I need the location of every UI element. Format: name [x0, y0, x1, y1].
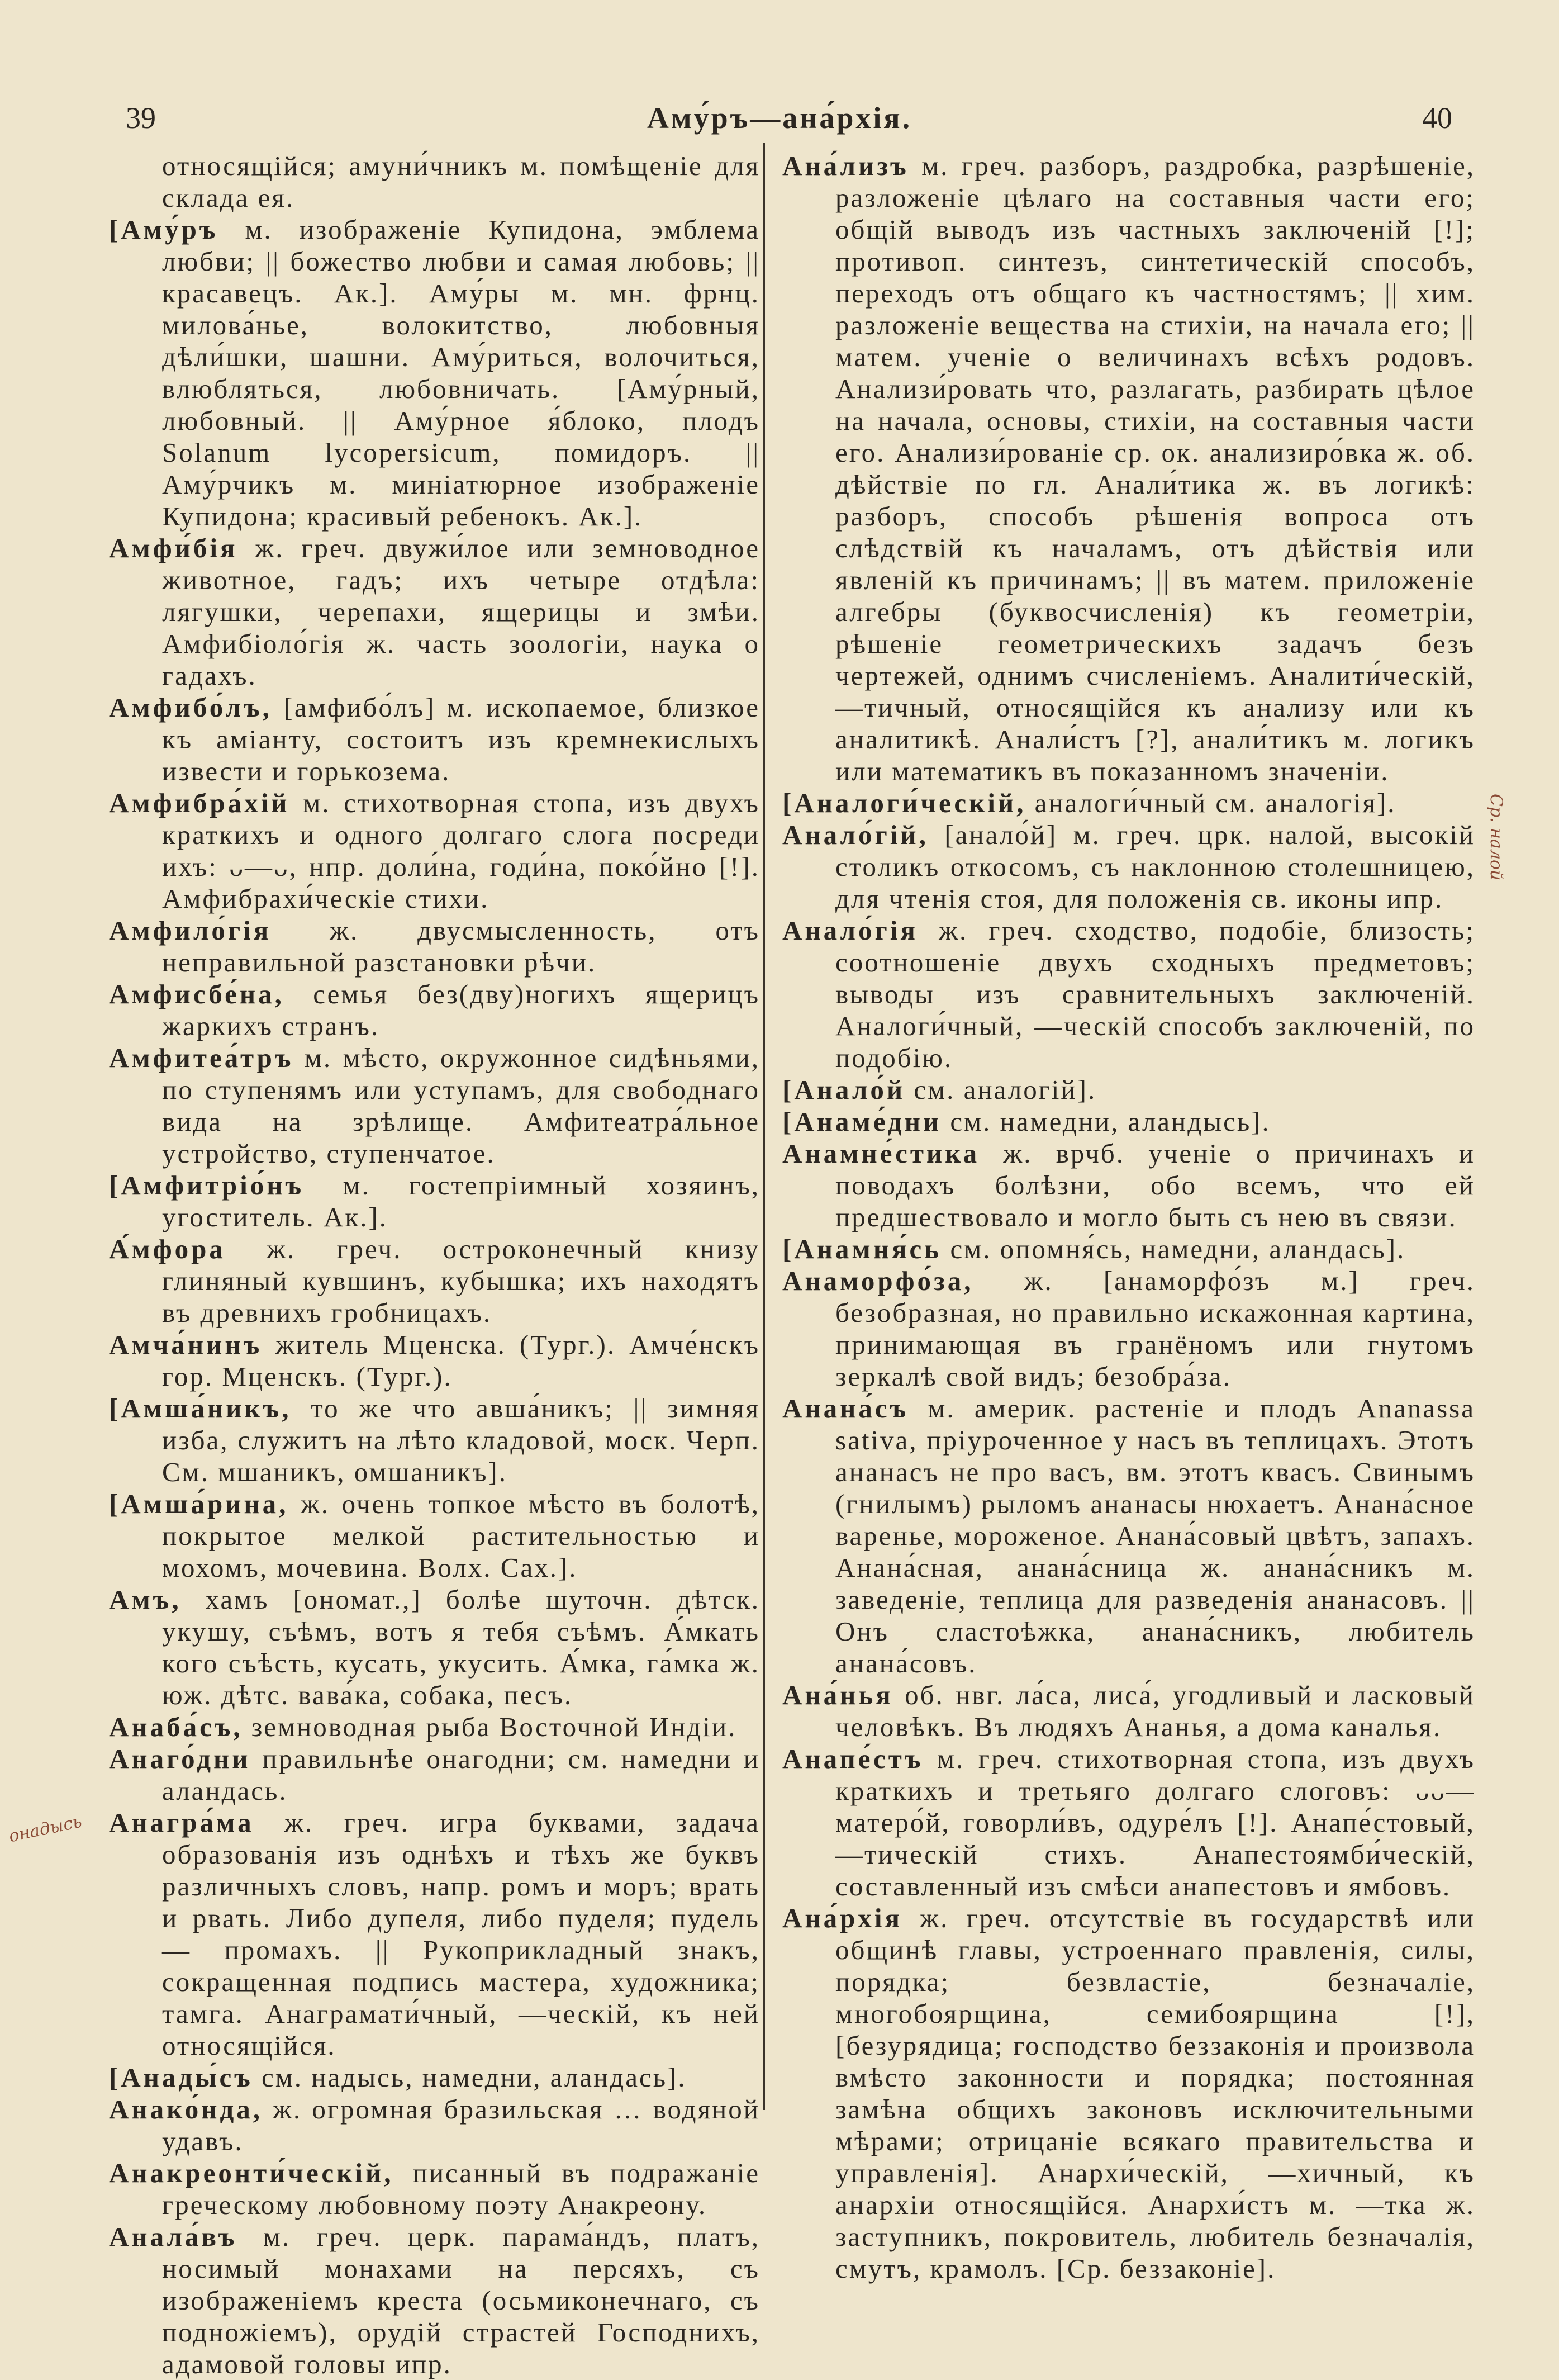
entry-definition: земноводная рыба Восточной Индіи. [243, 1711, 737, 1742]
entry-definition: м. америк. растеніе и плодъ Ananassa sativa, пріуроченное у насъ въ теплицахъ. Этотъ ананасъ не про васъ, вм. этотъ квасъ. Свинымъ (гнилымъ) рыломъ ананасы нюхаетъ. Анана́сное вареньe, мороженое. Анана́совый цвѣтъ, запахъ. Анана́сная, анана́сница ж. анана́сникъ м. заведеніе, теплица для разведенія ананасовъ. || Онъ сластоѣжка, анана́сникъ, любитель анана́совъ. [835, 1393, 1475, 1679]
dictionary-entry [782, 914, 1475, 1074]
dictionary-entry [782, 819, 1475, 914]
entry-headword: Анало́гія [782, 915, 918, 946]
entry-headword: Амъ, [109, 1584, 182, 1615]
dictionary-entry [782, 1074, 1475, 1106]
dictionary-entry [109, 787, 760, 914]
dictionary-entry [109, 1392, 760, 1488]
dictionary-entry [109, 1743, 760, 1807]
entry-definition: ж. врчб. ученіе о причинахъ и поводахъ болѣзни, обо всемъ, что ей предшествовало и могло быть съ нею въ связи. [835, 1138, 1475, 1232]
running-title: Аму́ръ—ана́рхія. [647, 101, 912, 135]
dictionary-entry [109, 914, 760, 978]
entry-headword: Анало́гій, [782, 819, 929, 850]
entry-headword: Ана́лизъ [782, 150, 909, 181]
entry-headword: Амфисбе́на, [109, 979, 284, 1009]
entry-headword: Амфибо́лъ, [109, 692, 272, 723]
dictionary-entry [109, 1329, 760, 1392]
entry-definition: хамъ [ономат.,] болѣе шуточн. дѣтск. укушу, съѣмъ, вотъ я тебя съѣмъ. А́мкать кого съѣсть, кусать, укусить. А́мка, га́мка ж. юж. дѣтс. вава́ка, собака, песъ. [162, 1584, 760, 1710]
dictionary-entry [109, 214, 760, 532]
entry-headword: [Анаме́дни [782, 1106, 942, 1137]
entry-definition: об. нвг. ла́са, лиса́, угодливый и ласковый человѣкъ. Въ людяхъ Ананья, а дома каналья. [835, 1680, 1475, 1742]
dictionary-entry [782, 1679, 1475, 1743]
entry-definition: см. опомня́сь, намедни, аландась]. [942, 1234, 1406, 1264]
dictionary-entry [109, 2221, 760, 2380]
dictionary-entry [782, 1106, 1475, 1137]
entry-headword: [Аму́ръ [109, 214, 218, 245]
entry-definition: ж. двусмысленность, отъ неправильной разстановки рѣчи. [162, 915, 760, 978]
entry-definition: аналоги́чный см. аналогія]. [1026, 788, 1396, 818]
entry-headword: [Амфитріо́нъ [109, 1170, 305, 1201]
dictionary-entry [782, 1137, 1475, 1233]
entry-headword: Амфитеа́тръ [109, 1042, 294, 1073]
entry-definition: ж. очень топкое мѣсто въ болотѣ, покрытое мелкой растительностью и мохомъ, мочевина. Волх. Сах.]. [162, 1488, 760, 1583]
entry-definition: м. гостепріимный хозяинъ, угоститель. Ак.]. [162, 1170, 760, 1232]
dictionary-entry [109, 532, 760, 691]
left-column [109, 150, 760, 2380]
entry-headword: Амча́нинъ [109, 1329, 263, 1360]
entry-headword: Анаморфо́за, [782, 1265, 974, 1296]
dictionary-entry [109, 1583, 760, 1711]
dictionary-entry [782, 1743, 1475, 1902]
handwritten-note-anadys: онадысь [7, 1812, 84, 1847]
entry-definition: ж. греч. сходство, подобіе, близость; соотношеніе двухъ сходныхъ предметовъ; выводы изъ сравнительныхъ заключеній. Аналоги́чный, —ческій способъ заключеній, по подобію. [835, 915, 1475, 1073]
column-divider [763, 143, 765, 2110]
entry-headword: Анамне́стика [782, 1138, 980, 1169]
dictionary-entry [782, 150, 1475, 787]
right-column [782, 150, 1475, 2284]
entry-definition: житель Мценска. (Тург.). Амче́нскъ гор. Мценскъ. (Тург.). [162, 1329, 760, 1392]
entry-definition: семья без(дву)ногихъ ящерицъ жаркихъ странъ. [162, 979, 760, 1041]
entry-headword: Анаго́дни [109, 1743, 251, 1774]
dictionary-entry [782, 1265, 1475, 1392]
entry-definition: [анало́й] м. греч. црк. налой, высокій столикъ откосомъ, съ наклонною столешницею, для чтенія стоя, для положенія св. иконы ипр. [835, 819, 1475, 914]
entry-definition: ж. греч. остроконечный книзу глиняный кувшинъ, кубышка; ихъ находятъ въ древнихъ гробницахъ. [162, 1234, 760, 1328]
entry-definition: м. стихотворная стопа, изъ двухъ краткихъ и одного долгаго слога посреди ихъ: ᴗ—ᴗ, нпр. доли́на, годи́на, поко́йно [!]. Амфибрахи́ческіе стихи. [162, 788, 760, 914]
entry-headword: Анакреонти́ческій, [109, 2158, 394, 2188]
handwritten-note-analoy: Ср. налой [1486, 794, 1506, 881]
entry-definition: ж. [анаморфо́зъ м.] греч. безобразная, но правильно искажонная картина, принимающая въ гранёномъ или гнутомъ зеркалѣ свой видъ; безобра́за. [835, 1265, 1475, 1392]
entry-definition: относящійся; амуни́чникъ м. помѣщеніе для склада ея. [162, 150, 760, 213]
entry-definition: писанный въ подражаніе греческому любовному поэту Анакреону. [162, 2158, 760, 2220]
entry-headword: Анаба́съ, [109, 1711, 243, 1742]
dictionary-entry [109, 1042, 760, 1169]
entry-headword: [Анады́съ [109, 2062, 253, 2093]
entry-definition: правильнѣе онагодни; см. намедни и аландась. [162, 1743, 760, 1806]
dictionary-entry [782, 787, 1475, 819]
dictionary-entry [109, 2157, 760, 2221]
page-number-left: 39 [126, 101, 156, 135]
dictionary-entry [109, 1711, 760, 1743]
entry-definition: см. намедни, аландысь]. [942, 1106, 1271, 1137]
dictionary-entry [162, 150, 760, 214]
entry-headword: Анапе́стъ [782, 1743, 924, 1774]
dictionary-entry [109, 2061, 760, 2093]
dictionary-entry [782, 1233, 1475, 1265]
page-number-right: 40 [1422, 101, 1452, 135]
entry-definition: м. греч. разборъ, раздробка, разрѣшеніе, разложеніе цѣлаго на составныя части его; общій выводъ изъ частныхъ заключеній [!]; противоп. синтезъ, синтетическій способъ, переходъ отъ общаго къ частностямъ; || хим. разложеніе вещества на стихіи, на начала его; || матем. ученіе о величинахъ всѣхъ родовъ. Анализи́ровать что, разлагать, разбирать цѣлое на начала, основы, стихіи, на составныя части его. Анализи́рованіе ср. ок. анализиро́вка ж. об. дѣйствіе по гл. Анали́тика ж. въ логикѣ: разборъ, способъ рѣшенія вопроса отъ слѣдствій къ началамъ, отъ дѣйствія или явленій къ причинамъ; || въ матем. приложеніе алгебры (буквосчисленія) къ геометріи, рѣшеніе геометрическихъ задачъ безъ чертежей, однимъ счисленіемъ. Аналити́ческій, —тичный, относящійся къ анализу или къ аналитикѣ. Анали́стъ [?], анали́тикъ м. логикъ или математикъ въ показанномъ значеніи. [835, 150, 1475, 786]
entry-headword: [Амша́никъ, [109, 1393, 292, 1424]
dictionary-entry [109, 1169, 760, 1233]
entry-headword: Амфило́гія [109, 915, 272, 946]
entry-definition: м. изображеніе Купидона, эмблема любви; || божество любви и самая любовь; || красавецъ. Ак.]. Аму́ры м. мн. фрнц. милова́нье, волокитство, любовныя дѣли́шки, шашни. Аму́риться, волочиться, влюбляться, любовничать. [Аму́рный, любовный. || Аму́рное я́блоко, плодъ Solanum lycopersicum, помидоръ. || Аму́рчикъ м. миніатюрное изображеніе Купидона; красивый ребенокъ. Ак.]. [162, 214, 760, 532]
entry-headword: Анала́въ [109, 2221, 237, 2252]
entry-definition: ж. греч. отсутствіе въ государствѣ или общинѣ главы, устроеннаго правленія, силы, порядка; безвластіе, безначаліе, многобоярщина, семибоярщина [!], [безурядица; господство беззаконія и произвола вмѣсто законности и порядка; постоянная замѣна общихъ законовъ исключительными мѣрами; отрицаніе всякаго правительства и управленія]. Анархи́ческій, —хичный, къ анархіи относящійся. Анархи́стъ м. —тка ж. заступникъ, покровитель, любитель безначалія, смутъ, крамолъ. [Ср. беззаконіе]. [835, 1903, 1475, 2284]
dictionary-entry [109, 2093, 760, 2157]
entry-headword: Амфибра́хій [109, 788, 290, 818]
entry-headword: Анако́нда, [109, 2094, 263, 2125]
dictionary-entry [109, 1233, 760, 1329]
dictionary-entry [109, 1807, 760, 2061]
dictionary-entry [109, 691, 760, 787]
entry-headword: [Анамня́сь [782, 1234, 942, 1264]
dictionary-entry [109, 1488, 760, 1583]
entry-definition: [амфибо́лъ] м. ископаемое, близкое къ аміанту, состоитъ изъ кремнекислыхъ извести и горькозема. [162, 692, 760, 786]
entry-headword: Анагра́ма [109, 1807, 254, 1838]
dictionary-entry [782, 1392, 1475, 1679]
entry-headword: [Анало́й [782, 1074, 906, 1105]
entry-definition: м. греч. церк. парама́ндъ, платъ, носимый монахами на персяхъ, съ изображеніемъ креста (осьмиконечнаго, съ подножіемъ), орудій страстей Господнихъ, адамовой головы ипр. [162, 2221, 760, 2379]
entry-headword: Ана́рхія [782, 1903, 902, 1933]
entry-headword: [Аналоги́ческій, [782, 788, 1026, 818]
entry-definition: ж. греч. двужи́лое или земноводное животное, гадъ; ихъ четыре отдѣла: лягушки, черепахи, ящерицы и змѣи. Амфибіоло́гія ж. часть зоологіи, наука о гадахъ. [162, 533, 760, 691]
entry-headword: Анана́съ [782, 1393, 909, 1424]
entry-definition: м. греч. стихотворная стопа, изъ двухъ краткихъ и третьяго долгаго слоговъ: ᴗᴗ— матеро́й, говорли́въ, одуре́лъ [!]. Анапе́стовый, —тическій стихъ. Анапестоямби́ческій, составленный изъ смѣси анапестовъ и ямбовъ. [835, 1743, 1475, 1902]
dictionary-entry [109, 978, 760, 1042]
entry-headword: Ана́нья [782, 1680, 893, 1710]
entry-definition: то же что авша́никъ; || зимняя изба, служитъ на лѣто кладовой, моск. Черп. См. мшаникъ, омшаникъ]. [162, 1393, 760, 1487]
entry-definition: см. аналогій]. [905, 1074, 1097, 1105]
entry-definition: ж. греч. игра буквами, задача образованія изъ однѣхъ и тѣхъ же буквъ различныхъ словъ, напр. ромъ и моръ; врать и рвать. Либо дупеля, либо пуделя; пудель — промахъ. || Рукоприкладный знакъ, сокращенная подпись мастера, художника; тамга. Анаграмати́чный, —ческій, къ ней относящійся. [162, 1807, 760, 2061]
entry-definition: м. мѣсто, окружонное сидѣньями, по ступенямъ или уступамъ, для свободнаго вида на зрѣлище. Амфитеатра́льное устройство, ступенчатое. [162, 1042, 760, 1169]
entry-headword: [Амша́рина, [109, 1488, 289, 1519]
entry-headword: А́мфора [109, 1234, 226, 1264]
entry-definition: см. надысь, намедни, аландась]. [253, 2062, 687, 2093]
dictionary-entry [782, 1902, 1475, 2284]
entry-headword: Амфи́бія [109, 533, 238, 563]
entry-definition: ж. огромная бразильская … водяной удавъ. [162, 2094, 760, 2156]
